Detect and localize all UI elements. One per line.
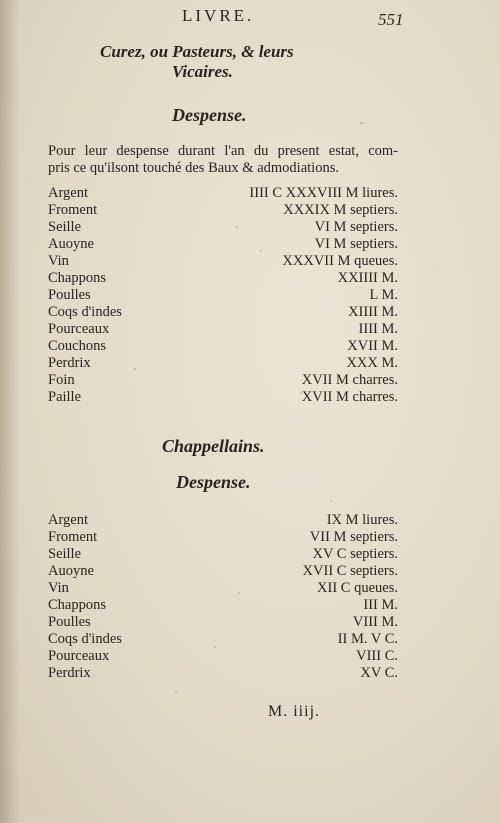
list-item bbox=[48, 597, 398, 614]
item-name: Argent bbox=[48, 185, 89, 201]
item-quantity: XVII M charres. bbox=[301, 389, 398, 405]
item-quantity: II M. V C. bbox=[337, 631, 398, 647]
intro-paragraph bbox=[48, 143, 398, 177]
section-subtitle: Despense. bbox=[176, 472, 251, 492]
item-name: Coqs d'indes bbox=[48, 304, 122, 320]
list-item bbox=[48, 355, 398, 372]
item-name: Poulles bbox=[48, 287, 91, 303]
item-name: Auoyne bbox=[48, 563, 94, 579]
item-name: Chappons bbox=[48, 270, 106, 286]
item-name: Perdrix bbox=[48, 355, 91, 371]
list-item bbox=[48, 338, 398, 355]
list-item bbox=[48, 648, 398, 665]
item-quantity: IIII C XXXVIII M liures. bbox=[249, 185, 398, 201]
item-name: Coqs d'indes bbox=[48, 631, 122, 647]
item-name: Pourceaux bbox=[48, 321, 110, 337]
section-title-continued: Vicaires. bbox=[172, 62, 233, 81]
item-quantity: XII C queues. bbox=[317, 580, 398, 596]
item-name: Froment bbox=[48, 529, 98, 545]
paragraph-line: Pour leur despense durant l'an du present estat, com- bbox=[48, 143, 398, 159]
list-item bbox=[48, 219, 398, 236]
item-quantity: VII M septiers. bbox=[309, 529, 398, 545]
list-item bbox=[48, 202, 398, 219]
item-name: Seille bbox=[48, 219, 82, 235]
item-name: Vin bbox=[48, 253, 69, 269]
item-quantity: XXXIX M septiers. bbox=[283, 202, 398, 218]
item-quantity: IX M liures. bbox=[326, 512, 398, 528]
page-number: 551 bbox=[378, 10, 404, 29]
list-item bbox=[48, 270, 398, 287]
list-item bbox=[48, 631, 398, 648]
item-name: Poulles bbox=[48, 614, 91, 630]
list-item bbox=[48, 321, 398, 338]
section-subtitle: Despense. bbox=[172, 105, 247, 125]
paragraph-line: pris ce qu'ilsont touché des Baux & admodiations. bbox=[48, 160, 339, 176]
item-quantity: VI M septiers. bbox=[314, 219, 398, 235]
item-quantity: XVII M charres. bbox=[301, 372, 398, 388]
list-item bbox=[48, 546, 398, 563]
item-name: Vin bbox=[48, 580, 69, 596]
item-name: Paille bbox=[48, 389, 82, 405]
item-quantity: VIII M. bbox=[352, 614, 398, 630]
item-quantity: XXIIII M. bbox=[337, 270, 398, 286]
page-gutter-shadow bbox=[0, 0, 20, 823]
list-item bbox=[48, 304, 398, 321]
item-name: Froment bbox=[48, 202, 98, 218]
item-quantity: XV C septiers. bbox=[312, 546, 398, 562]
item-name: Couchons bbox=[48, 338, 106, 354]
item-quantity: XVII C septiers. bbox=[302, 563, 398, 579]
list-item bbox=[48, 372, 398, 389]
item-quantity: III M. bbox=[363, 597, 398, 613]
item-name: Foin bbox=[48, 372, 75, 388]
item-name: Auoyne bbox=[48, 236, 94, 252]
list-item bbox=[48, 580, 398, 597]
item-name: Pourceaux bbox=[48, 648, 110, 664]
item-quantity: XV C. bbox=[360, 665, 398, 681]
item-quantity: XVII M. bbox=[347, 338, 398, 354]
list-item bbox=[48, 512, 398, 529]
item-quantity: XIIII M. bbox=[348, 304, 398, 320]
item-quantity: XXXVII M queues. bbox=[282, 253, 398, 269]
signature-mark: M. iiij. bbox=[268, 703, 321, 720]
list-item bbox=[48, 253, 398, 270]
list-item bbox=[48, 529, 398, 546]
section-title: Chappellains. bbox=[162, 436, 265, 456]
list-item bbox=[48, 185, 398, 202]
list-item bbox=[48, 389, 398, 406]
item-name: Perdrix bbox=[48, 665, 91, 681]
item-name: Argent bbox=[48, 512, 89, 528]
list-item bbox=[48, 665, 398, 682]
item-quantity: L M. bbox=[369, 287, 398, 303]
item-quantity: IIII M. bbox=[358, 321, 398, 337]
item-quantity: XXX M. bbox=[346, 355, 398, 371]
item-quantity: VIII C. bbox=[356, 648, 398, 664]
running-title: LIVRE. bbox=[182, 6, 255, 25]
item-name: Seille bbox=[48, 546, 82, 562]
item-name: Chappons bbox=[48, 597, 106, 613]
item-quantity: VI M septiers. bbox=[314, 236, 398, 252]
list-item bbox=[48, 614, 398, 631]
section-title: Curez, ou Pasteurs, & leurs bbox=[100, 42, 294, 61]
list-item bbox=[48, 287, 398, 304]
list-item bbox=[48, 236, 398, 253]
list-item bbox=[48, 563, 398, 580]
